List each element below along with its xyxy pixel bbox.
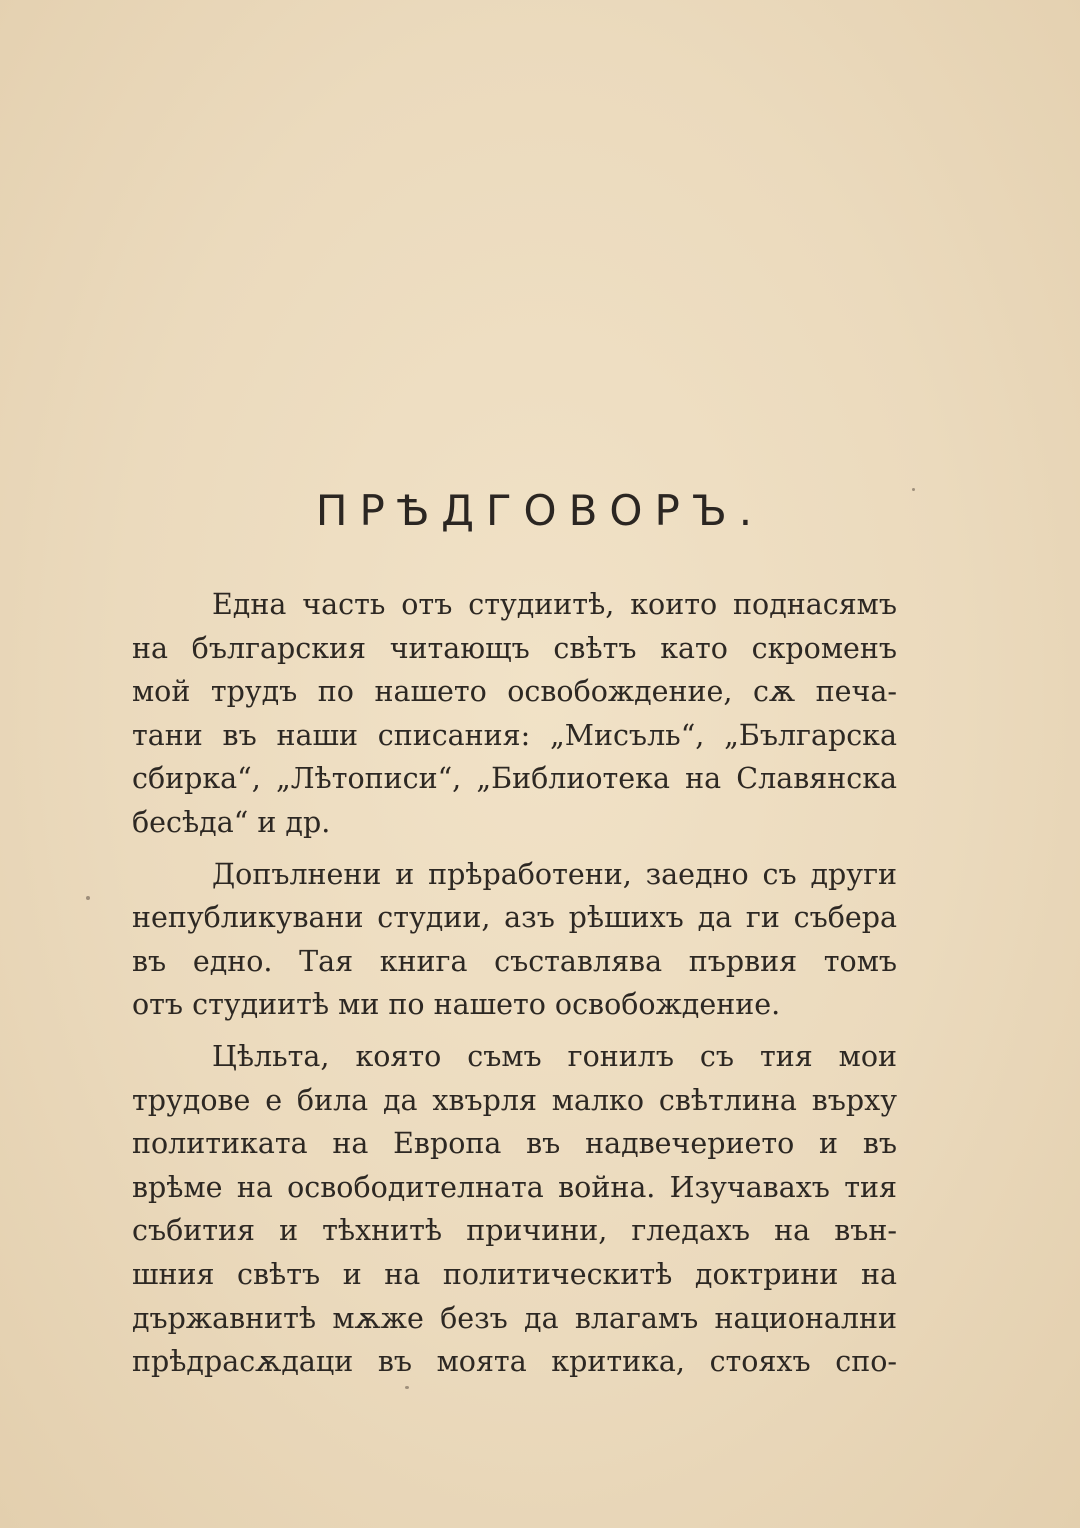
text-line: политиката на Европа въ надвечерието и въ [132,1127,897,1161]
text-line: бесѣда“ и др. [132,805,331,839]
paragraph-1 [132,583,897,845]
text-line: въ едно. Тая книга съставлява първия томъ [132,944,897,978]
text-line: отъ студиитѣ ми по нашето освобождение. [132,988,781,1022]
text-line: Допълнени и прѣработени, заедно съ други [212,857,897,891]
text-line: на българския читающъ свѣтъ като скроменъ [132,631,897,665]
paragraph-2 [132,853,897,1027]
text-line: събития и тѣхнитѣ причини, гледахъ на вън- [132,1214,897,1248]
text-line: тани въ наши списания: „Мисъль“, „Българска [132,718,897,752]
text-line: държавнитѣ мѫже безъ да влагамъ национални [132,1301,897,1335]
text-line: прѣдрасѫдаци въ моята критика, стояхъ спо- [132,1345,897,1379]
text-line: трудове е била да хвърля малко свѣтлина върху [132,1083,897,1117]
text-line: врѣме на освободителната война. Изучавахъ тия [132,1170,897,1204]
body-text [132,583,897,1392]
text-line: мой трудъ по нашето освобождение, сѫ печа- [132,675,897,709]
text-line: Една часть отъ студиитѣ, които поднасямъ [212,588,897,621]
paper-speck [86,896,90,900]
paper-speck [912,488,915,491]
text-line: сбирка“, „Лѣтописи“, „Библиотека на Славянска [132,762,897,796]
paragraph-3 [132,1035,897,1384]
text-line: непубликувани студии, азъ рѣшихъ да ги събера [132,901,897,935]
text-line: шния свѣтъ и на политическитѣ доктрини на [132,1257,897,1291]
text-line: Цѣльта, която съмъ гонилъ съ тия мои [212,1039,897,1073]
page-title: ПРѢДГОВОРЪ. [315,486,765,535]
paper-speck [405,1386,409,1389]
